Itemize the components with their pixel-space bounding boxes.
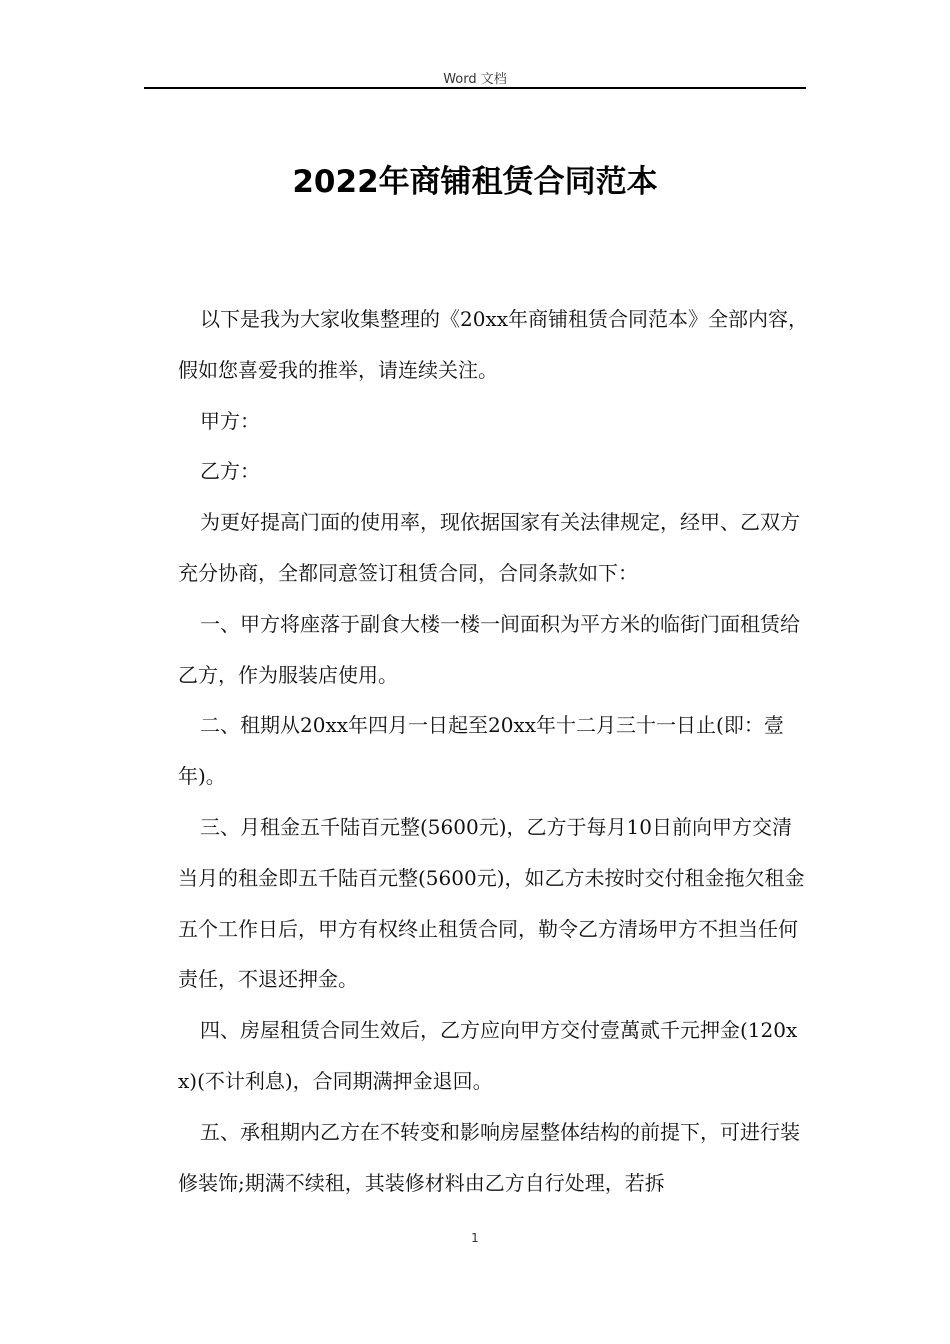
paragraph-clause-2: 二、租期从20xx年四月一日起至20xx年十二月三十一日止(即：壹年)。 (178, 713, 784, 789)
header-divider (144, 87, 806, 89)
paragraph-clause-5: 五、承租期内乙方在不转变和影响房屋整体结构的前提下，可进行装修装饰;期满不续租，其装修材料由乙方自行处理，若拆 (178, 1119, 800, 1195)
paragraph-clause-1: 一、甲方将座落于副食大楼一楼一间面积为平方米的临街门面租赁给乙方，作为服装店使用。 (178, 611, 800, 687)
document-body (178, 294, 808, 1208)
paragraph-clause-4: 四、房屋租赁合同生效后，乙方应向甲方交付壹萬贰千元押金(120xx)(不计利息)，合同期满押金退回。 (178, 1018, 798, 1093)
page-number: 1 (471, 1231, 479, 1245)
paragraph-clause-3: 三、月租金五千陆百元整(5600元)，乙方于每月10日前向甲方交清当月的租金即五千陆百元整(5600元)，如乙方未按时交付租金拖欠租金五个工作日后，甲方有权终止租赁合同，勒令乙方清场甲方不担当任何责任，不退还押金。 (178, 814, 805, 992)
document-title: 2022年商铺租赁合同范本 (292, 164, 658, 200)
paragraph-party-a: 甲方： (200, 408, 260, 433)
paragraph-preamble: 为更好提高门面的使用率，现依据国家有关法律规定，经甲、乙双方充分协商，全都同意签订租赁合同，合同条款如下： (178, 510, 800, 585)
paragraph-intro: 以下是我为大家收集整理的《20xx年商铺租赁合同范本》全部内容，假如您喜爱我的推举，请连续关注。 (178, 307, 809, 382)
header-label: Word 文档 (443, 72, 507, 87)
paragraph-party-b: 乙方： (200, 459, 260, 484)
